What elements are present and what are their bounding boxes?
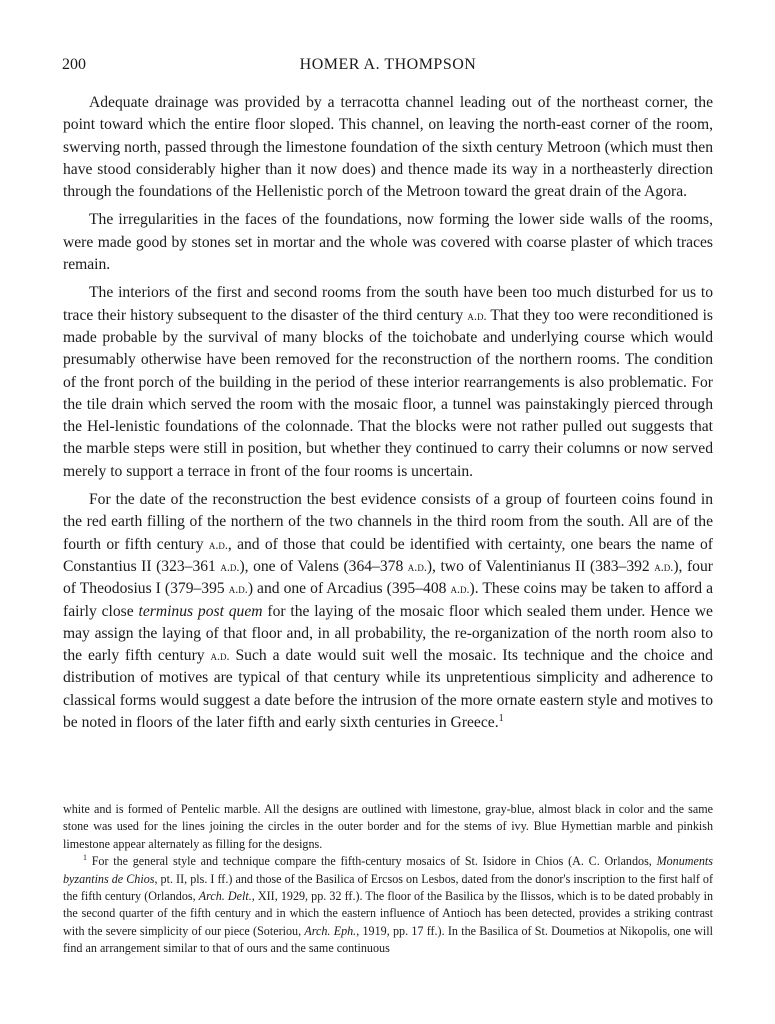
paragraph-interiors (63, 282, 713, 483)
footnote-1-text-c: , XII, 1929, pp. 32 ff.). The floor of the Basilica by the Ilissos, which is to be dated probably in the second quarter of the fifth century and in which the eastern influence of Antioch has been detected, provides a striking contrast with the severe simplicity of our piece (Soteriou, (63, 889, 713, 938)
footnote-continuation: white and is formed of Pentelic marble. All the designs are outlined with limestone, gray-blue, almost black in color and the same stone was used for the lines joining the circles in the outer border and for the stems of ivy. Blue Hymettian marble and pinkish limestone appear alternately as filling for the designs. (63, 802, 713, 851)
footnote-1-text-b: , pt. II, pls. I ff.) and those of the Basilica of Ercsos on Lesbos, dated from the donor's inscription to the first half of the fifth century (Orlandos, (63, 871, 713, 904)
paragraph-date-evidence (63, 489, 713, 734)
paragraph-date-text-h: for the laying of the mosaic floor which sealed them under. Hence we may assign the laying of that floor and, in all probability, the re-organization of the north room also to the early fifth century (63, 602, 713, 665)
paragraph-date-text-a: For the date of the reconstruction the best evidence consists of a group of fourteen coins found in the red earth filling of the northern of the two channels in the third room from the south. All are of the fourth or fifth century (63, 491, 713, 553)
paragraph-date-text-b: , and of those that could be identified with certainty, one bears the name of Constantius II (323–361 (63, 535, 713, 575)
era-abbrev: a.d. (210, 649, 230, 664)
paragraph-date-text-i: Such a date would suit well the mosaic. Its technique and the choice and distribution of motives are typical of that century while its unpretentious simplicity and adherence to classical forms would suggest a date before the intrusion of the more ornate eastern style and motives to be noted in floors of the later fifth and early sixth centuries in Greece. (63, 647, 713, 732)
footnote-reference: 1 (498, 712, 504, 724)
era-abbrev: a.d. (220, 559, 240, 574)
footnotes (63, 801, 713, 958)
citation-title: Monuments byzantins de Chios (63, 854, 713, 886)
footnote-marker: 1 (83, 853, 87, 863)
footnote-1 (63, 853, 713, 957)
running-head: HOMER A. THOMPSON (299, 56, 477, 73)
page-number: 200 (62, 56, 86, 73)
body-text (63, 92, 713, 740)
paragraph-date-text-d: ), two of Valentinianus II (383–392 (426, 557, 650, 575)
paragraph-interiors-text-b: That they too were reconditioned is made probable by the survival of many blocks of the toichobate and underlying course which would presumably otherwise have been removed for the reconstruction of the northern rooms. The condition of the front porch of the building in the period of these interior rearrangements is also problematic. For the tile drain which served the room with the mosaic floor, a tunnel was painstakingly pierced through the Hel-lenistic foundations of the colonnade. That the blocks were not rather pulled out suggests that the marble steps were still in position, but whether they continued to carry their columns or now served merely to support a terrace in front of the four rooms is uncertain. (63, 306, 713, 480)
footnote-1-text-d: , 1919, pp. 17 ff.). In the Basilica of St. Doumetios at Nikopolis, one will find an arrangement similar to that of ours and the same continuous (63, 923, 714, 956)
paragraph-date-text-g: ). These coins may be taken to afford a fairly close (63, 580, 713, 620)
paragraph-date-text-e: ), four of Theodosius I (379–395 (63, 557, 713, 598)
era-abbrev: a.d. (407, 559, 427, 574)
italic-term: terminus post quem (138, 602, 263, 620)
citation-title: Arch. Eph. (304, 923, 357, 938)
paragraph-date-text-f: ) and one of Arcadius (395–408 (247, 580, 447, 598)
era-abbrev: a.d. (228, 582, 248, 597)
page-header (62, 56, 714, 80)
paragraph-date-text-c: ), one of Valens (364–378 (239, 557, 404, 575)
paragraph-irregularities: The irregularities in the faces of the foundations, now forming the lower side walls of the rooms, were made good by stones set in mortar and the whole was covered with coarse plaster of which traces remain. (63, 211, 713, 274)
era-abbrev: a.d. (654, 559, 674, 574)
footnote-1-text-a: For the general style and technique compare the fifth-century mosaics of St. Isidore in Chios (A. C. Orlandos, (91, 854, 652, 869)
era-abbrev: a.d. (450, 582, 470, 597)
paragraph-drainage: Adequate drainage was provided by a terracotta channel leading out of the northeast corner, the point toward which the entire floor sloped. This channel, on leaving the north-east corner of the room, swerving north, passed through the limestone foundation of the sixth century Metroon (which must then have stood considerably higher than it now does) and thence made its way in a northeasterly direction through the foundations of the Hellenistic porch of the Metroon toward the great drain of the Agora. (63, 94, 713, 201)
citation-title: Arch. Delt. (198, 889, 252, 904)
era-abbrev: a.d. (467, 308, 487, 323)
era-abbrev: a.d. (208, 537, 228, 552)
paragraph-interiors-text-a: The interiors of the first and second rooms from the south have been too much disturbed for us to trace their history subsequent to the disaster of the third century (63, 284, 713, 324)
